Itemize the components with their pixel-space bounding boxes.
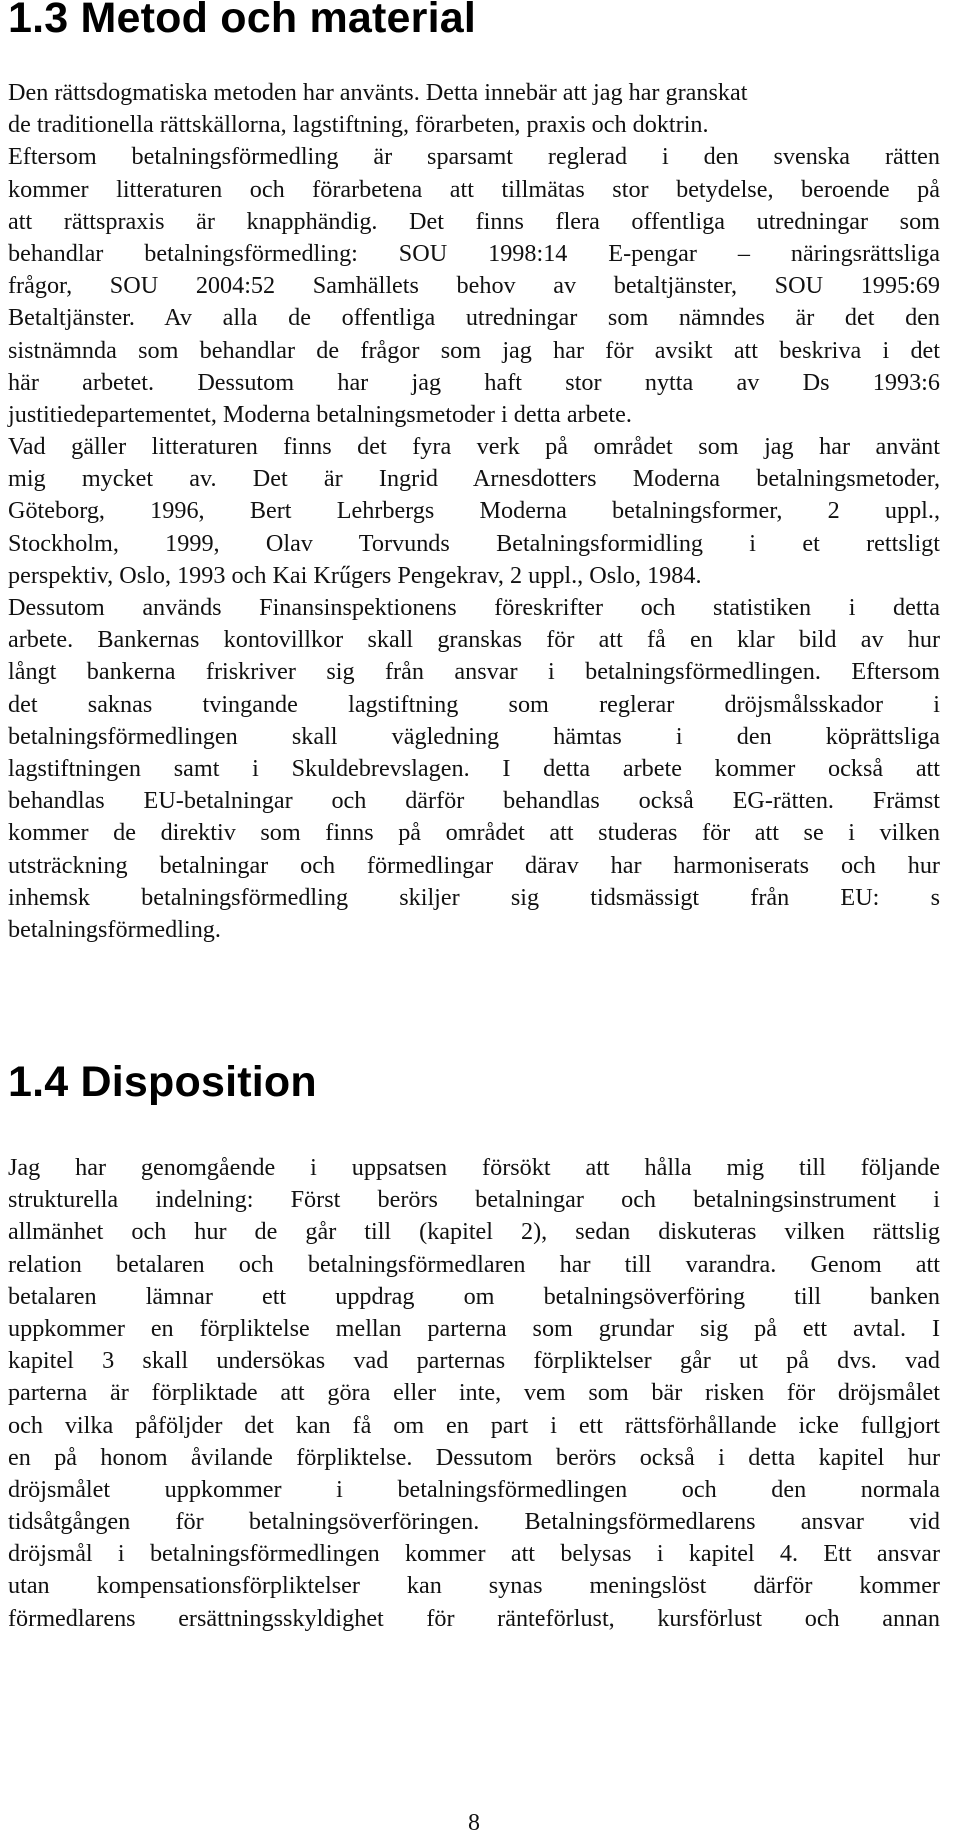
section-body-disposition: [8, 1152, 940, 1635]
text-line: Göteborg, 1996, Bert Lehrbergs Moderna betalningsformer, 2 uppl.,: [8, 497, 940, 525]
text-line: här arbetet. Dessutom har jag haft stor nytta av Ds 1993:6: [8, 368, 940, 396]
text-line: allmänhet och hur de går till (kapitel 2), sedan diskuteras vilken rättslig: [8, 1218, 940, 1246]
text-line: relation betalaren och betalningsförmedlaren har till varandra. Genom att: [8, 1250, 940, 1278]
text-line: justitiedepartementet, Moderna betalningsmetoder i detta arbete.: [8, 400, 632, 428]
text-line: uppkommer en förpliktelse mellan parterna som grundar sig på ett avtal. I: [8, 1314, 940, 1342]
text-line: sistnämnda som behandlar de frågor som jag har för avsikt att beskriva i det: [8, 336, 940, 364]
text-line: Vad gäller litteraturen finns det fyra verk på området som jag har använt: [8, 433, 940, 461]
text-line: lagstiftningen samt i Skuldebrevslagen. I detta arbete kommer också att: [8, 754, 940, 782]
text-line: mig mycket av. Det är Ingrid Arnesdotters Moderna betalningsmetoder,: [8, 465, 940, 493]
text-line: och vilka påföljder det kan få om en part i ett rättsförhållande icke fullgjort: [8, 1411, 940, 1439]
text-line: parterna är förpliktade att göra eller inte, vem som bär risken för dröjsmålet: [8, 1379, 940, 1407]
text-line: Eftersom betalningsförmedling är sparsamt reglerad i den svenska rätten: [8, 143, 940, 171]
text-line: betalningsförmedlingen skall vägledning hämtas i den köprättsliga: [8, 722, 940, 750]
section-heading-metod: 1.3 Metod och material: [8, 0, 476, 42]
text-line: en på honom åvilande förpliktelse. Dessutom berörs också i detta kapitel hur: [8, 1443, 940, 1471]
text-line: Stockholm, 1999, Olav Torvunds Betalningsformidling i et rettsligt: [8, 529, 940, 557]
text-line: kapitel 3 skall undersökas vad parternas förpliktelser går ut på dvs. vad: [8, 1347, 940, 1375]
text-line: inhemsk betalningsförmedling skiljer sig tidsmässigt från EU: s: [8, 883, 940, 911]
text-line: betalningsförmedling.: [8, 915, 221, 943]
text-line: tidsåtgången för betalningsöverföringen. Betalningsförmedlarens ansvar vid: [8, 1508, 940, 1536]
text-line: Dessutom används Finansinspektionens föreskrifter och statistiken i detta: [8, 594, 940, 621]
text-line: behandlas EU-betalningar och därför behandlas också EG-rätten. Främst: [8, 787, 940, 815]
text-line: kommer litteraturen och förarbetena att tillmätas stor betydelse, beroende på: [8, 175, 940, 203]
text-line: arbete. Bankernas kontovillkor skall granskas för att få en klar bild av hur: [8, 626, 940, 654]
text-line: det saknas tvingande lagstiftning som reglerar dröjsmålsskador i: [8, 690, 940, 718]
page-number: 8: [468, 1810, 480, 1836]
text-line: strukturella indelning: Först berörs betalningar och betalningsinstrument i: [8, 1186, 940, 1214]
text-line: långt bankerna friskriver sig från ansvar i betalningsförmedlingen. Eftersom: [8, 658, 940, 686]
text-line: frågor, SOU 2004:52 Samhällets behov av betaltjänster, SOU 1995:69: [8, 272, 940, 300]
text-line: förmedlarens ersättningsskyldighet för ränteförlust, kursförlust och annan: [8, 1604, 940, 1632]
text-line: utan kompensationsförpliktelser kan synas meningslöst därför kommer: [8, 1572, 940, 1600]
text-line: kommer de direktiv som finns på området att studeras för att se i vilken: [8, 819, 940, 847]
text-line: betalaren lämnar ett uppdrag om betalningsöverföring till banken: [8, 1282, 940, 1310]
text-line: Jag har genomgående i uppsatsen försökt att hålla mig till följande: [8, 1154, 940, 1181]
text-line: att rättspraxis är knapphändig. Det finns flera offentliga utredningar som: [8, 207, 940, 235]
text-line: dröjsmål i betalningsförmedlingen kommer att belysas i kapitel 4. Ett ansvar: [8, 1540, 940, 1568]
text-line: Den rättsdogmatiska metoden har använts. Detta innebär att jag har granskat: [8, 79, 748, 106]
text-line: utsträckning betalningar och förmedlingar därav har harmoniserats och hur: [8, 851, 940, 879]
text-line: de traditionella rättskällorna, lagstiftning, förarbeten, praxis och doktrin.: [8, 111, 709, 139]
text-line: behandlar betalningsförmedling: SOU 1998:14 E-pengar – näringsrättsliga: [8, 239, 940, 267]
section-body-metod: [8, 77, 940, 946]
text-line: dröjsmålet uppkommer i betalningsförmedlingen och den normala: [8, 1475, 940, 1503]
text-line: perspektiv, Oslo, 1993 och Kai Krűgers Pengekrav, 2 uppl., Oslo, 1984.: [8, 561, 702, 589]
text-line: Betaltjänster. Av alla de offentliga utredningar som nämndes är det den: [8, 304, 940, 332]
section-heading-disposition: 1.4 Disposition: [8, 1058, 317, 1106]
